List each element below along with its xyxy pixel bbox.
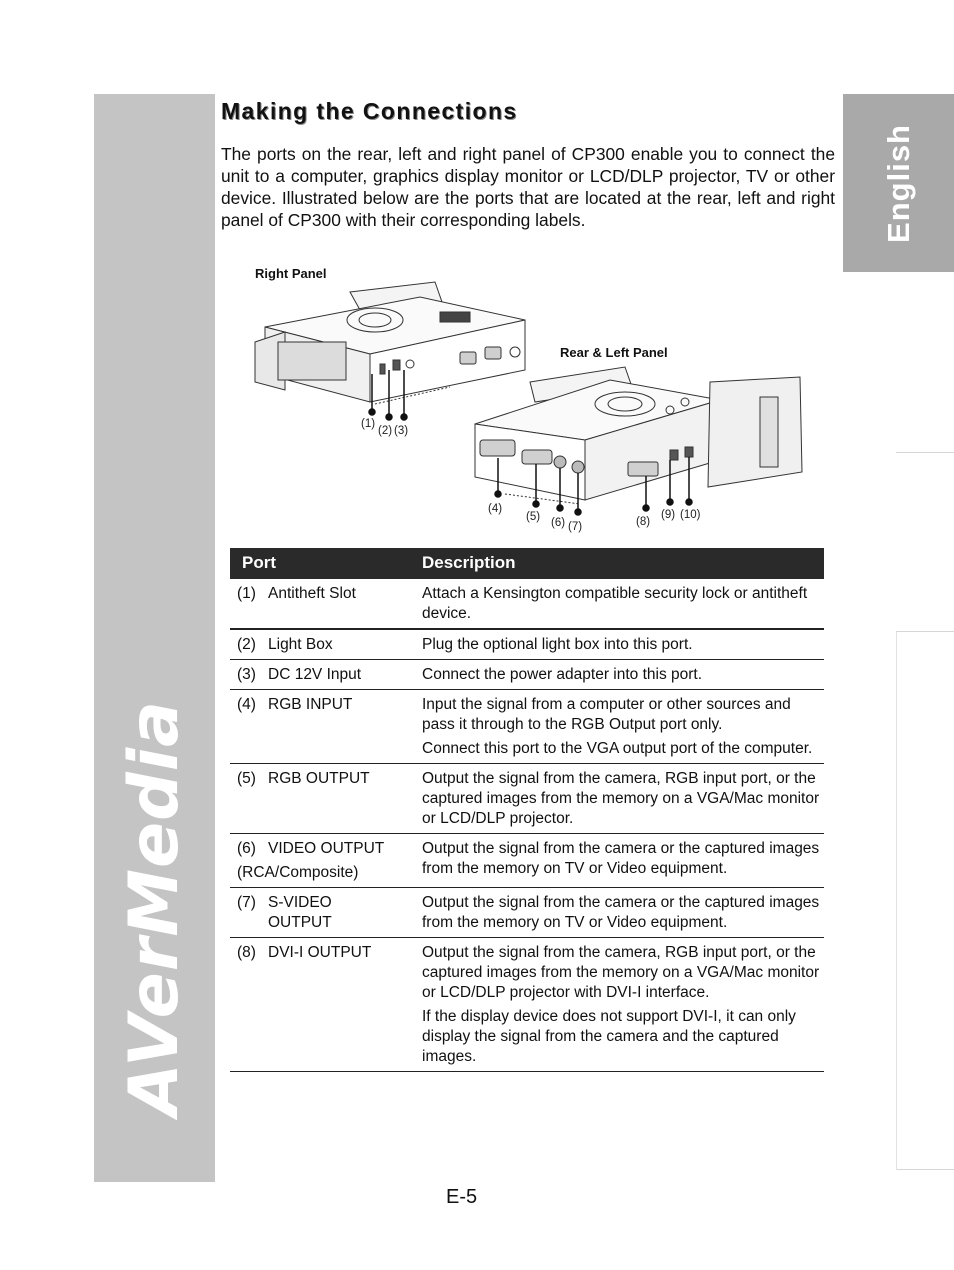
port-cell xyxy=(230,695,422,759)
port-cell xyxy=(230,893,422,933)
callout-label: (5) xyxy=(526,511,541,523)
port-cell xyxy=(230,635,422,655)
port-number: (8) xyxy=(237,944,256,961)
table-row xyxy=(230,834,824,888)
port-subtitle: (RCA/Composite) xyxy=(237,864,359,881)
description-text: Output the signal from the camera or the captured images from the memory on TV or Video equipment. xyxy=(422,840,820,877)
port-name: Antitheft Slot xyxy=(268,585,356,602)
table-row xyxy=(230,690,824,764)
callout-label: (7) xyxy=(568,521,583,533)
callout-label: (2) xyxy=(378,425,393,437)
callout-label: (9) xyxy=(661,509,676,521)
port-number: (1) xyxy=(237,585,256,602)
ports-table xyxy=(230,548,824,1072)
description-text: Connect the power adapter into this port. xyxy=(422,666,703,683)
port-name: Light Box xyxy=(268,636,333,653)
header-port: Port xyxy=(242,553,276,572)
description-text: Input the signal from a computer or other sources and pass it through to the RGB Output port only. xyxy=(422,696,791,733)
description-text: Output the signal from the camera, RGB input port, or the captured images from the memory on a VGA/Mac monitor or LCD/DLP projector with DVI-I interface. xyxy=(422,944,820,1001)
intro-paragraph: The ports on the rear, left and right panel of CP300 enable you to connect the unit to a computer, graphics display monitor or LCD/DLP projector, TV or other device. Illustrated below are the ports that are located at the rear, left and right panel of CP300 with their corresponding labels. xyxy=(221,144,835,230)
table-row xyxy=(230,579,824,630)
port-cell xyxy=(230,839,422,883)
port-name: RGB OUTPUT xyxy=(268,770,370,787)
table-row xyxy=(230,938,824,1072)
callout-label: (4) xyxy=(488,503,503,515)
rear-left-device xyxy=(475,367,802,504)
port-name: RGB INPUT xyxy=(268,696,353,713)
description-text: Connect this port to the VGA output port of the computer. xyxy=(422,740,813,757)
device-diagram xyxy=(230,262,830,540)
brand-logo: AVerMedia xyxy=(115,699,194,1116)
description-cell xyxy=(422,769,824,829)
table-row xyxy=(230,630,824,660)
description-text: If the display device does not support DVI-I, it can only display the signal from the camera and the captured images. xyxy=(422,1008,796,1065)
description-cell xyxy=(422,584,824,624)
rear-left-caption: Rear & Left Panel xyxy=(560,345,668,360)
edge-divider xyxy=(896,1169,954,1170)
edge-divider xyxy=(896,452,954,453)
description-text: Output the signal from the camera, RGB input port, or the captured images from the memory on a VGA/Mac monitor or LCD/DLP projector. xyxy=(422,770,820,827)
callout-label: (8) xyxy=(636,516,651,528)
table-header xyxy=(230,548,824,579)
port-cell xyxy=(230,943,422,1067)
edge-divider xyxy=(896,631,954,632)
table-row xyxy=(230,888,824,938)
port-name: DVI-I OUTPUT xyxy=(268,944,372,961)
table-row xyxy=(230,660,824,690)
port-number: (4) xyxy=(237,696,256,713)
description-text: Plug the optional light box into this port. xyxy=(422,636,693,653)
table-row xyxy=(230,764,824,834)
callout-label: (1) xyxy=(361,418,376,430)
page-number: E-5 xyxy=(446,1186,478,1208)
right-panel-caption: Right Panel xyxy=(255,266,327,281)
header-description: Description xyxy=(422,553,516,572)
port-name-continued: OUTPUT xyxy=(268,914,332,931)
edge-divider xyxy=(896,632,897,1170)
description-text: Attach a Kensington compatible security lock or antitheft device. xyxy=(422,585,808,622)
port-name: DC 12V Input xyxy=(268,666,362,683)
port-cell xyxy=(230,769,422,829)
port-name: S-VIDEO xyxy=(268,894,332,911)
language-tab-label: English xyxy=(880,123,916,243)
port-number: (2) xyxy=(237,636,256,653)
port-cell xyxy=(230,584,422,624)
port-number: (3) xyxy=(237,666,256,683)
callout-label: (10) xyxy=(680,509,701,521)
port-cell xyxy=(230,665,422,685)
description-cell xyxy=(422,635,824,655)
port-number: (7) xyxy=(237,894,256,911)
description-cell xyxy=(422,943,824,1067)
description-cell xyxy=(422,665,824,685)
port-name: VIDEO OUTPUT xyxy=(268,840,385,857)
description-text: Output the signal from the camera or the captured images from the memory on TV or Video equipment. xyxy=(422,894,820,931)
port-number: (5) xyxy=(237,770,256,787)
callout-label: (6) xyxy=(551,517,566,529)
description-cell xyxy=(422,893,824,933)
language-tab[interactable] xyxy=(843,94,954,272)
right-panel-device xyxy=(255,282,525,404)
callout-label: (3) xyxy=(394,425,409,437)
page-title: Making the Connections xyxy=(221,98,518,124)
description-cell xyxy=(422,695,824,759)
description-cell xyxy=(422,839,824,883)
port-number: (6) xyxy=(237,840,256,857)
